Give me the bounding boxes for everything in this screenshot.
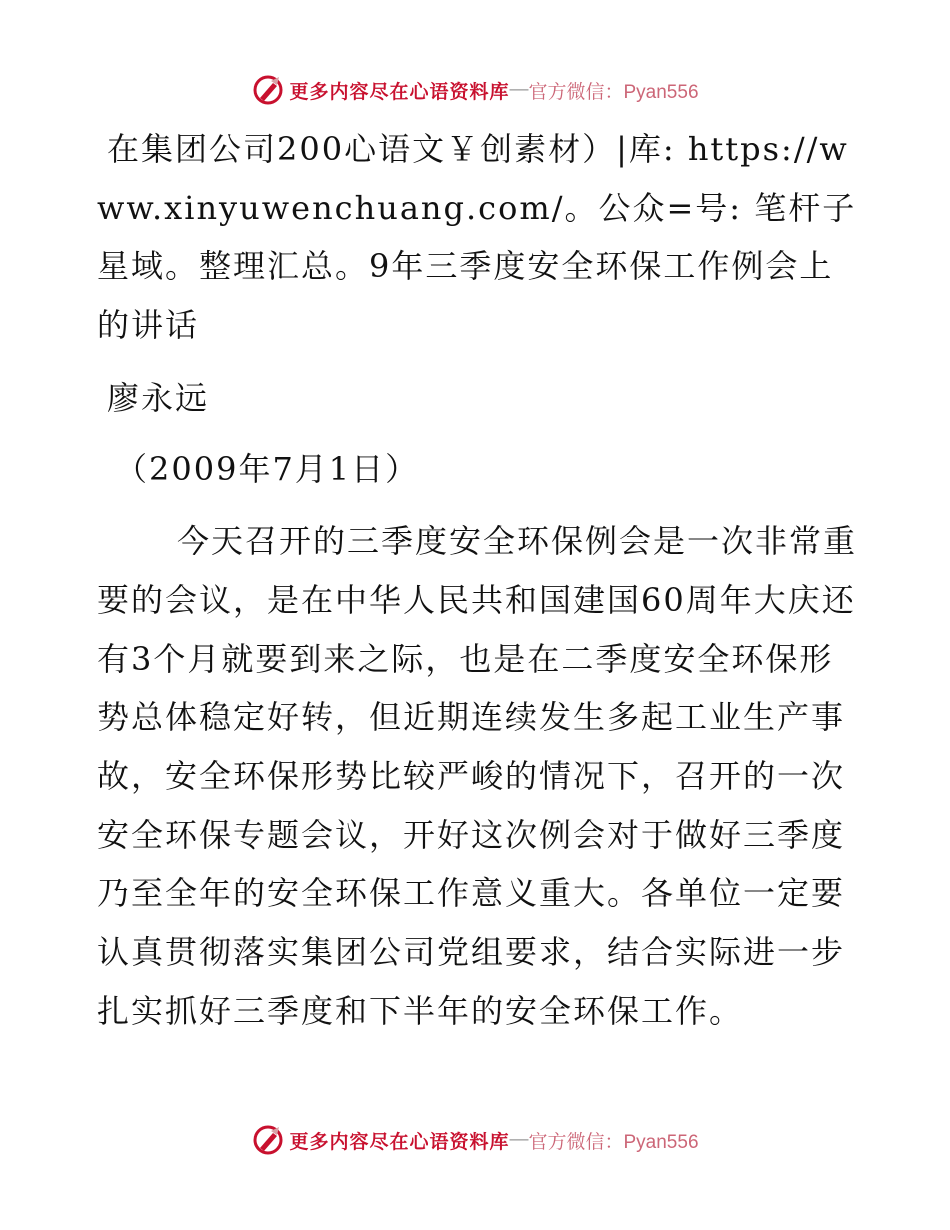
- watermark-brand: 更多内容尽在心语资料库: [289, 1130, 510, 1153]
- watermark-account: 官方微信：Pyan556: [528, 1131, 699, 1153]
- watermark-footer: [0, 1120, 950, 1160]
- document-body: [97, 120, 857, 1041]
- document-date: （2009年7月1日）: [115, 449, 420, 488]
- pen-logo-icon: [251, 1123, 285, 1157]
- document-heading: 在集团公司200心语文￥创素材）|库: https://www.xinyuwenchuang.com/。公众=号: 笔杆子星域。整理汇总。9年三季度安全环保工作例会上的讲话: [97, 130, 857, 345]
- watermark-brand: 更多内容尽在心语资料库: [289, 80, 510, 103]
- watermark-header: [0, 70, 950, 110]
- document-paragraph: 今天召开的三季度安全环保例会是一次非常重要的会议，是在中华人民共和国建国60周年大庆还有3个月就要到来之际，也是在二季度安全环保形势总体稳定好转，但近期连续发生多起工业生产事故，安全环保形势比较严峻的情况下，召开的一次安全环保专题会议，开好这次例会对于做好三季度乃至全年的安全环保工作意义重大。各单位一定要认真贯彻落实集团公司党组要求，结合实际进一步扎实抓好三季度和下半年的安全环保工作。: [97, 522, 858, 1030]
- watermark-account: 官方微信：Pyan556: [528, 81, 699, 103]
- document-author: 廖永远: [107, 378, 210, 417]
- pen-logo-icon: [251, 73, 285, 107]
- watermark-separator: —: [509, 79, 529, 100]
- watermark-separator: —: [509, 1129, 529, 1150]
